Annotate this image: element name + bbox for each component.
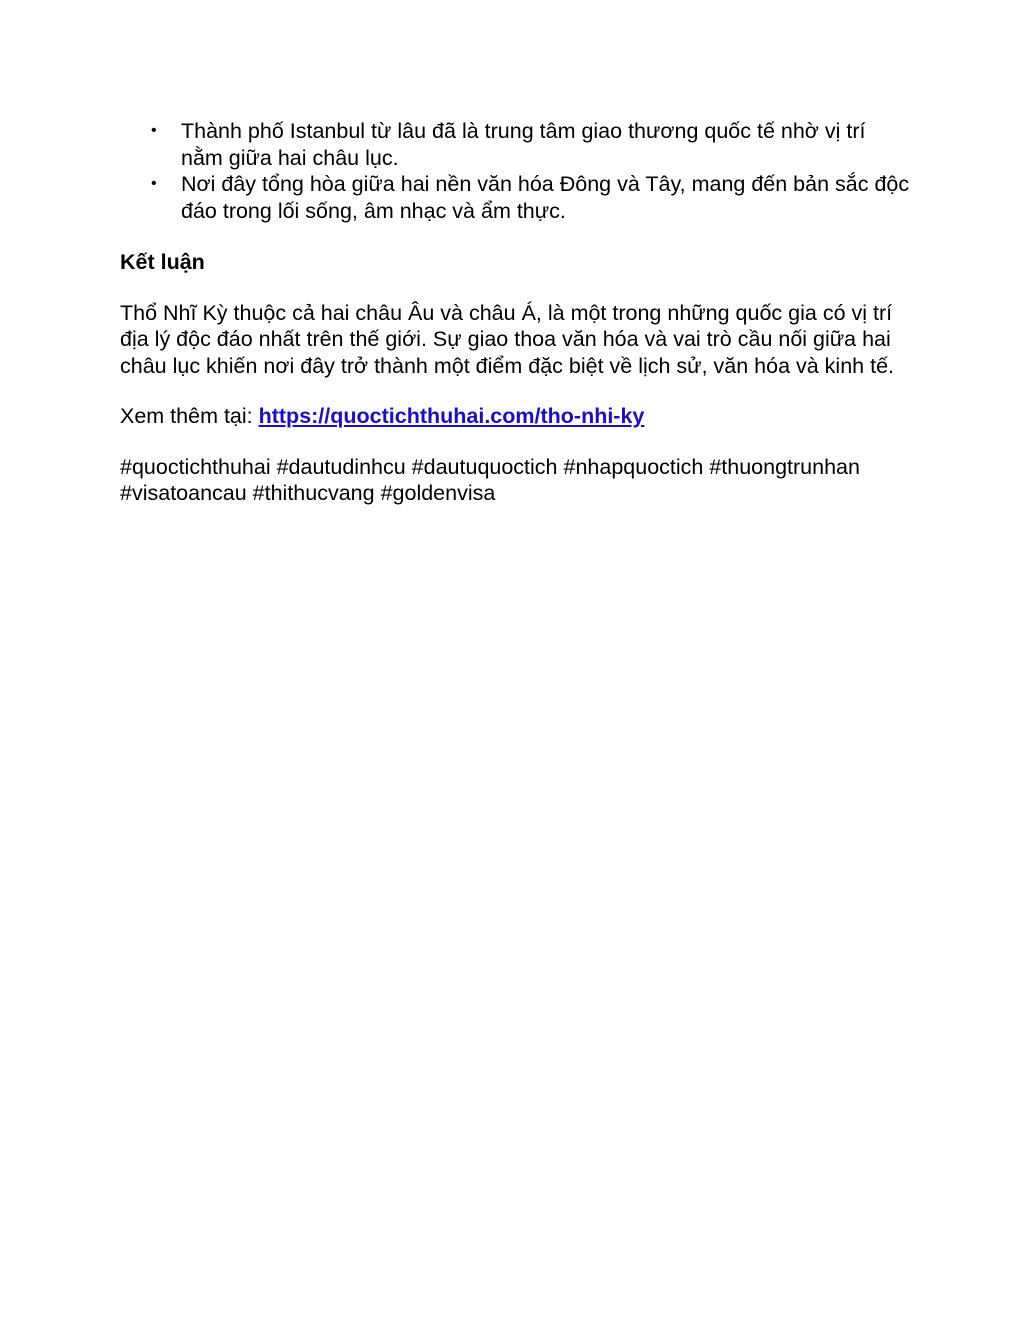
list-item-text: Thành phố Istanbul từ lâu đã là trung tâm giao thương quốc tế nhờ vị trí nằm giữa hai châu lục.	[181, 119, 866, 170]
bullet-icon: •	[151, 122, 157, 139]
see-more-label: Xem thêm tại:	[120, 404, 259, 428]
bullet-icon: •	[151, 175, 157, 192]
document-page	[120, 118, 910, 507]
see-more-line	[120, 403, 910, 430]
conclusion-heading: Kết luận	[120, 250, 205, 274]
list-item	[120, 171, 910, 224]
bullet-list	[120, 118, 910, 224]
conclusion-paragraph: Thổ Nhĩ Kỳ thuộc cả hai châu Âu và châu Á, là một trong những quốc gia có vị trí địa lý độc đáo nhất trên thế giới. Sự giao thoa văn hóa và vai trò cầu nối giữa hai châu lục khiến nơi đây trở thành một điểm đặc biệt về lịch sử, văn hóa và kinh tế.	[120, 300, 894, 378]
list-item	[120, 118, 910, 171]
list-item-text: Nơi đây tổng hòa giữa hai nền văn hóa Đông và Tây, mang đến bản sắc độc đáo trong lối sống, âm nhạc và ẩm thực.	[181, 172, 910, 223]
hashtags-paragraph: #quoctichthuhai #dautudinhcu #dautuquoctich #nhapquoctich #thuongtrunhan #visatoancau #thithucvang #goldenvisa	[120, 454, 860, 505]
see-more-link[interactable]: https://quoctichthuhai.com/tho-nhi-ky	[258, 404, 645, 428]
